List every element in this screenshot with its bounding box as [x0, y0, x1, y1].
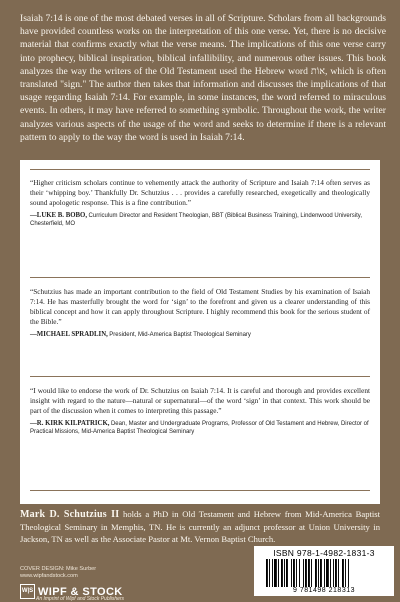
review-attribution [30, 331, 370, 339]
review-2 [30, 287, 370, 339]
author-name: Mark D. Schutzius II [20, 509, 120, 520]
divider [30, 376, 370, 377]
review-1 [30, 178, 370, 229]
review-quote: “I would like to endorse the work of Dr. Schutzius on Isaiah 7:14. It is careful and thorough and provides excellent insight with regard to the nature—natural or supernatural—of the word ‘sign’ in that context. This work should be part of the discussion when it comes to interpreting this passage.” [30, 386, 370, 415]
reviewer-role: Curriculum Director and Resident Theologian, BBT (Biblical Business Training), Lindenwood University, Chesterfield, MO [30, 213, 362, 228]
reviewer-name: —MICHAEL SPRADLIN, [30, 331, 108, 338]
cover-design-credit: COVER DESIGN: Mike Surber [20, 566, 97, 572]
barcode-digits: 9 781498 218313 [293, 587, 355, 594]
barcode-icon [266, 559, 382, 587]
review-attribution [30, 212, 370, 229]
barcode-block [254, 546, 394, 596]
review-quote: “Higher criticism scholars continue to vehemently attack the authority of Scripture and Isaiah 7:14 often serves as their ‘whipping boy.’ Thankfully Dr. Schutzius . . . provides a carefully researched, exegetically and theologically sound apologetic response. This is a fine contribution.” [30, 178, 370, 207]
synopsis-text: Isaiah 7:14 is one of the most debated verses in all of Scripture. Scholars from all backgrounds have provided countless works on the interpretation of this one verse. Yet, there is no decisive material that confirms exactly what the verse means. The implications of this one verse carry into prophecy, biblical inspiration, biblical infallibility, and numerous other issues. This book analyzes the way the writers of the Old Testament used the Hebrew word אוֹת, which is often translated "sign." The author then takes that information and discusses the implications of that usage regarding Isaiah 7:14. For example, in some instances, the word referred to miraculous events. In others, it may have referred to something symbolic. Throughout the work, the writer analyzes various aspects of the usage of the word and seeks to determine if there is a relevant pattern to apply to the way the word is used in Isaiah 7:14. [20, 13, 387, 143]
reviewer-name: —LUKE B. BOBO, [30, 212, 88, 219]
divider [30, 277, 370, 278]
publisher-tagline: An Imprint of Wipf and Stock Publishers [36, 596, 125, 602]
reviews-panel [20, 160, 380, 504]
divider [30, 490, 370, 491]
review-3 [30, 386, 370, 437]
isbn-label: ISBN 978-1-4982-1831-3 [273, 548, 375, 558]
credits [20, 566, 96, 581]
divider [30, 169, 370, 170]
review-quote: “Schutzius has made an important contribution to the field of Old Testament Studies by his examination of Isaiah 7:14. He has masterfully brought the word for ‘sign’ to the forefront and given us a clearer understanding of this biblical concept and how it can apply throughout Scripture. I highly recommend this book for the serious student of the Bible.” [30, 287, 370, 326]
author-bio-text: holds a PhD in Old Testament and Hebrew from Mid-America Baptist Theological Seminary in Memphis, TN. He is currently an adjunct professor at Union University in Jackson, TN as well as the Associate Pastor at Mt. Vernon Baptist Church. [20, 509, 380, 545]
reviewer-name: —R. KIRK KILPATRICK, [30, 420, 110, 427]
reviewer-role: President, Mid-America Baptist Theological Seminary [109, 332, 251, 338]
author-bio [20, 508, 380, 546]
publisher-name: WIPF & STOCK [38, 585, 123, 598]
reviewer-role: Dean, Master and Undergraduate Programs, Professor of Old Testament and Hebrew, Director of Practical Missions, Mid-America Baptist Theological Seminary [30, 421, 369, 436]
publisher-url: www.wipfandstock.com [20, 573, 78, 580]
publisher-logo-icon: W|S [20, 584, 35, 599]
review-attribution [30, 420, 370, 437]
